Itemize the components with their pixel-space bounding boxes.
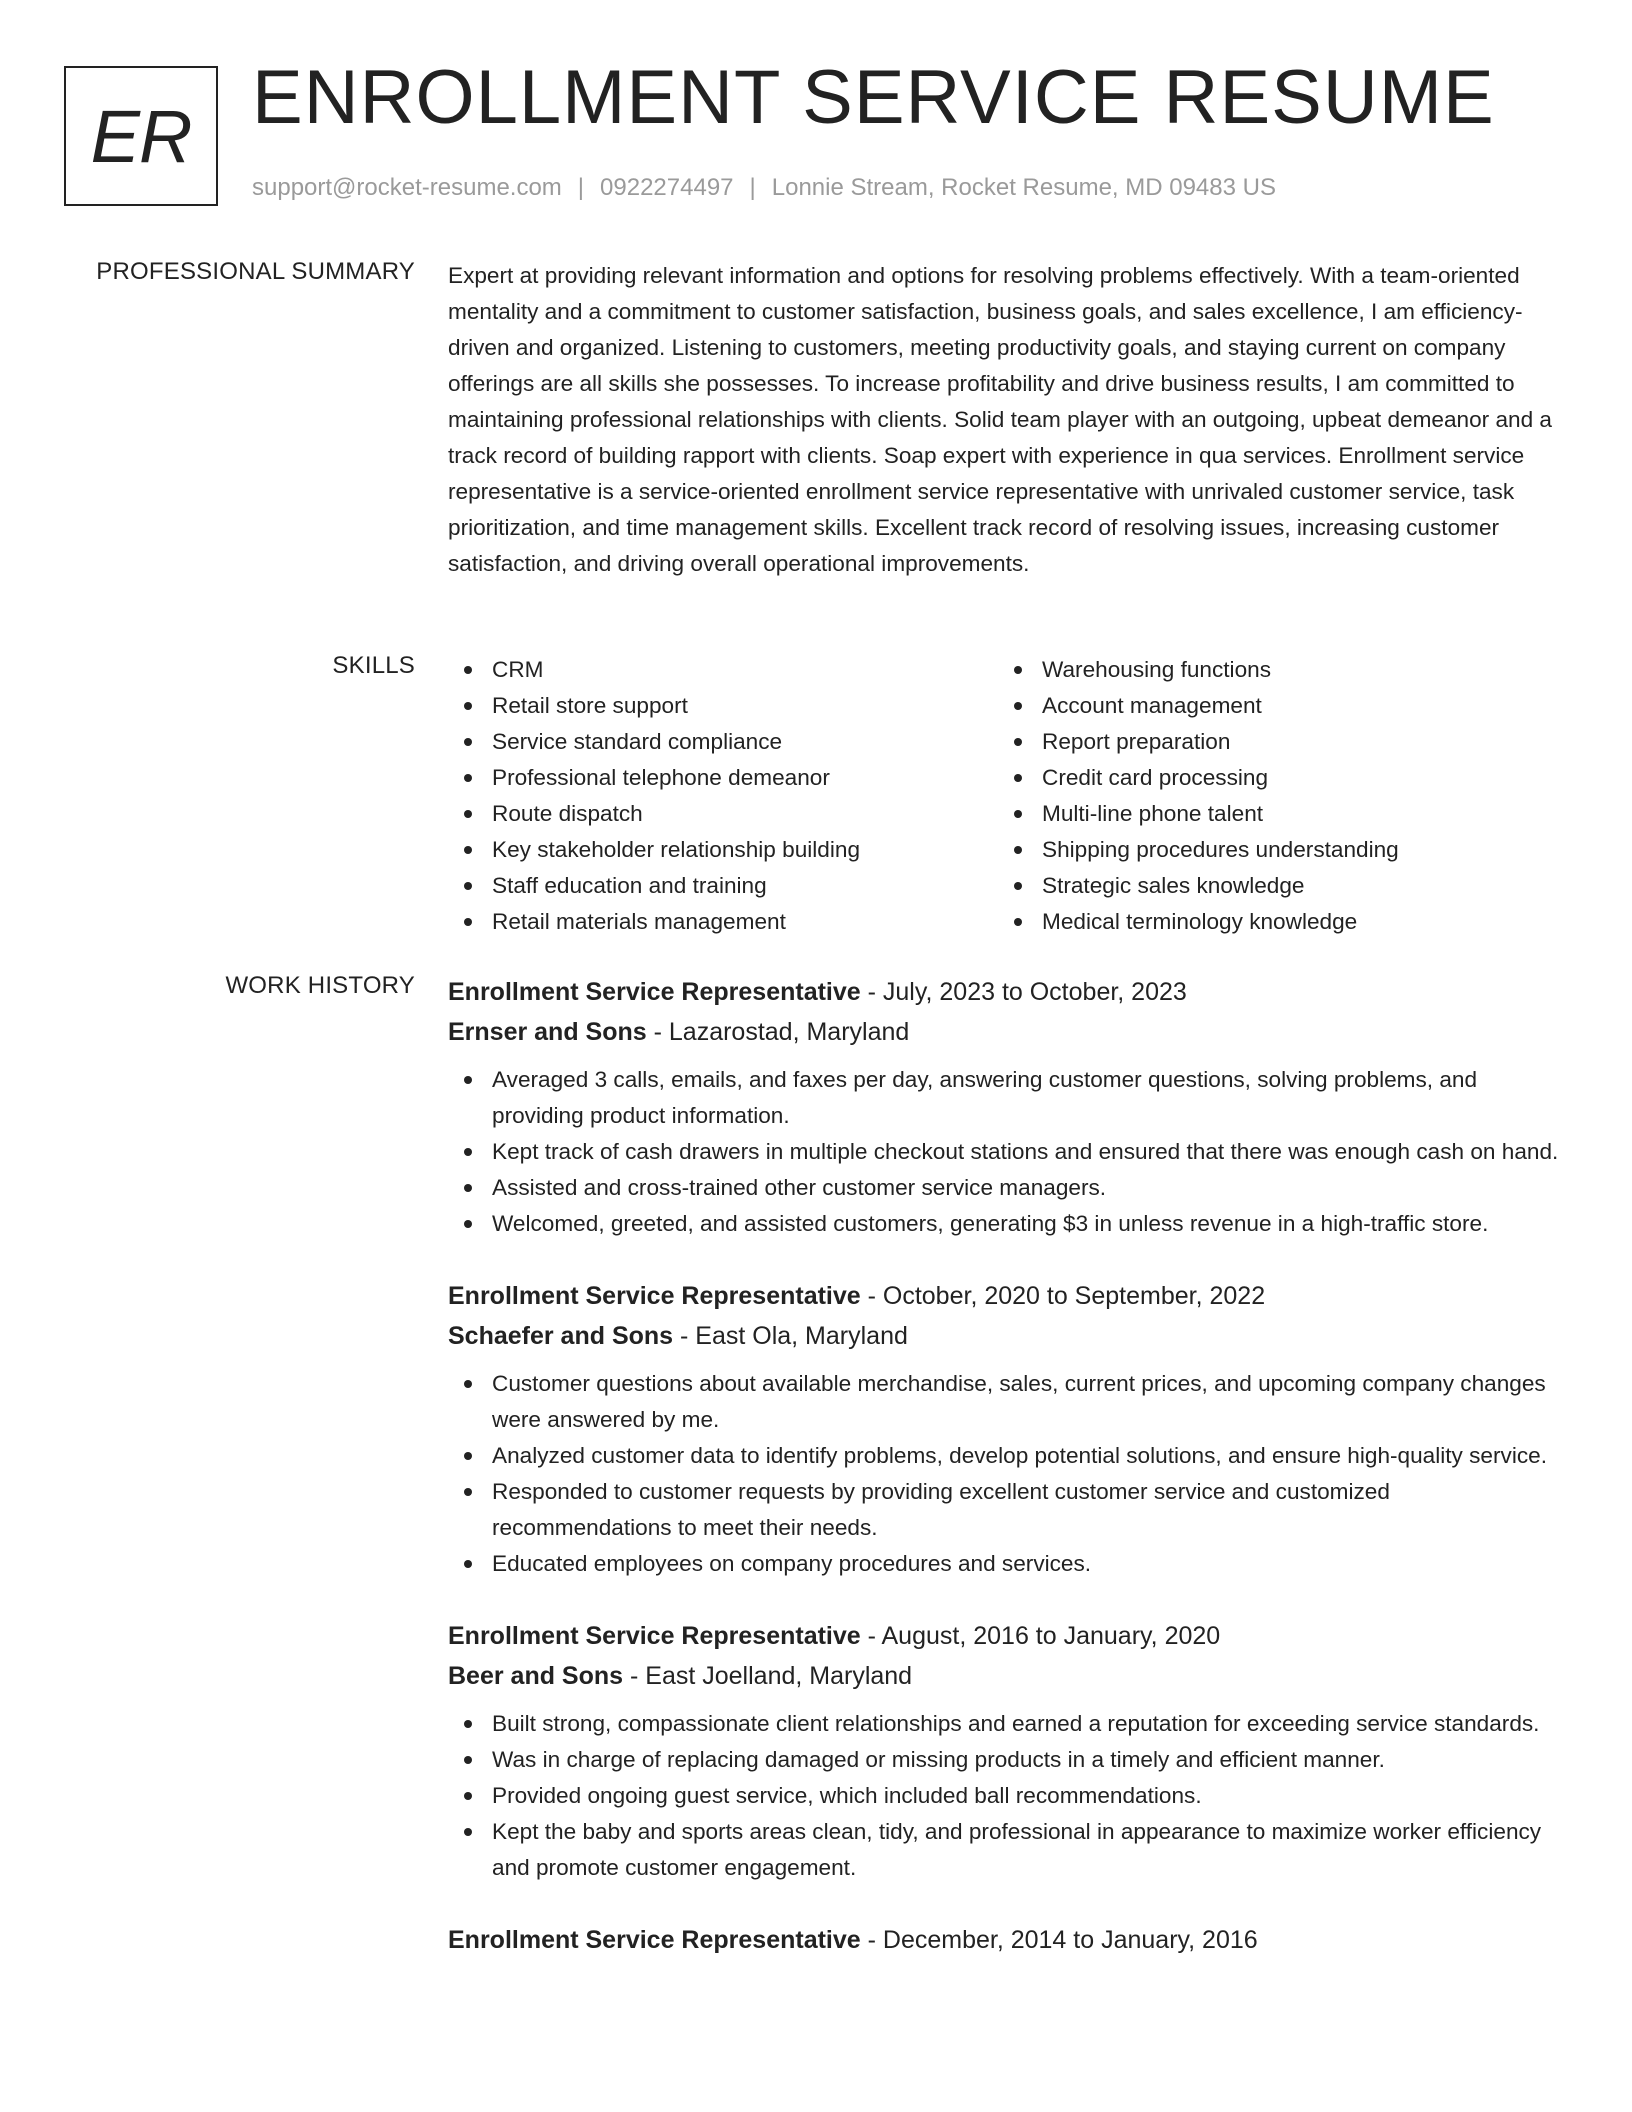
job-company: Beer and Sons bbox=[448, 1662, 624, 1690]
job-bullet: Provided ongoing guest service, which included ball recommendations. bbox=[448, 1778, 1568, 1814]
job-bullets bbox=[448, 1062, 1568, 1242]
job-company: Ernser and Sons bbox=[448, 1018, 647, 1046]
skill-item: Service standard compliance bbox=[448, 724, 998, 760]
job-bullet: Welcomed, greeted, and assisted customers, generating $3 in unless revenue in a high-traffic store. bbox=[448, 1206, 1568, 1242]
skills-heading: SKILLS bbox=[332, 652, 415, 679]
skill-item: Warehousing functions bbox=[998, 652, 1548, 688]
job-location: - Lazarostad, Maryland bbox=[646, 1018, 910, 1046]
job-title: Enrollment Service Representative bbox=[448, 1622, 861, 1650]
skill-item: Shipping procedures understanding bbox=[998, 832, 1548, 868]
job-dates: - October, 2020 to September, 2022 bbox=[860, 1282, 1266, 1310]
job-title-line bbox=[448, 972, 1568, 1012]
monogram-initials: ER bbox=[90, 94, 192, 178]
job-title-line bbox=[448, 1920, 1568, 1960]
skills-column-right bbox=[998, 652, 1548, 940]
skills-body bbox=[448, 652, 1568, 940]
job-title-line bbox=[448, 1276, 1568, 1316]
job-bullets bbox=[448, 1366, 1568, 1582]
job-entry bbox=[448, 1616, 1568, 1886]
job-bullet: Assisted and cross-trained other customer service managers. bbox=[448, 1170, 1568, 1206]
skill-item: Report preparation bbox=[998, 724, 1548, 760]
skill-item: Credit card processing bbox=[998, 760, 1548, 796]
job-dates: - August, 2016 to January, 2020 bbox=[860, 1622, 1221, 1650]
skill-item: Account management bbox=[998, 688, 1548, 724]
job-bullet: Analyzed customer data to identify problems, develop potential solutions, and ensure high-quality service. bbox=[448, 1438, 1568, 1474]
job-location: - East Ola, Maryland bbox=[673, 1322, 908, 1350]
job-bullet: Kept track of cash drawers in multiple checkout stations and ensured that there was enough cash on hand. bbox=[448, 1134, 1568, 1170]
summary-heading: PROFESSIONAL SUMMARY bbox=[96, 258, 415, 285]
summary-text: Expert at providing relevant information and options for resolving problems effectively. With a team-oriented mentality and a commitment to customer satisfaction, business goals, and sales excellence, I am efficiency-driven and organized. Listening to customers, meeting productivity goals, and staying current on company offerings are all skills she possesses. To increase profitability and drive business results, I am committed to maintaining professional relationships with clients. Solid team player with an outgoing, upbeat demeanor and a track record of building rapport with clients. Soap expert with experience in qua services. Enrollment service representative is a service-oriented enrollment service representative with unrivaled customer service, task prioritization, and time management skills. Excellent track record of resolving issues, increasing customer satisfaction, and driving overall operational improvements. bbox=[448, 263, 1552, 576]
job-title: Enrollment Service Representative bbox=[448, 978, 861, 1006]
skill-item: Strategic sales knowledge bbox=[998, 868, 1548, 904]
job-bullet: Customer questions about available merchandise, sales, current prices, and upcoming company changes were answered by me. bbox=[448, 1366, 1568, 1438]
job-bullet: Kept the baby and sports areas clean, tidy, and professional in appearance to maximize worker efficiency and promote customer engagement. bbox=[448, 1814, 1568, 1886]
job-bullet: Was in charge of replacing damaged or missing products in a timely and efficient manner. bbox=[448, 1742, 1568, 1778]
job-dates: - July, 2023 to October, 2023 bbox=[860, 978, 1187, 1006]
job-company-line bbox=[448, 1012, 1568, 1052]
job-bullet: Averaged 3 calls, emails, and faxes per day, answering customer questions, solving problems, and providing product information. bbox=[448, 1062, 1568, 1134]
skill-item: Route dispatch bbox=[448, 796, 998, 832]
monogram-box bbox=[64, 66, 218, 206]
skill-item: Retail store support bbox=[448, 688, 998, 724]
skill-item: CRM bbox=[448, 652, 998, 688]
contact-phone: 0922274497 bbox=[600, 174, 734, 201]
contact-line bbox=[252, 174, 1276, 202]
job-entry bbox=[448, 1920, 1568, 1960]
skills-column-left bbox=[448, 652, 998, 940]
skill-item: Medical terminology knowledge bbox=[998, 904, 1548, 940]
contact-separator: | bbox=[749, 174, 756, 201]
summary-body bbox=[448, 258, 1568, 582]
job-dates: - December, 2014 to January, 2016 bbox=[860, 1926, 1258, 1954]
skill-item: Multi-line phone talent bbox=[998, 796, 1548, 832]
job-company-line bbox=[448, 1316, 1568, 1356]
job-bullet: Built strong, compassionate client relationships and earned a reputation for exceeding service standards. bbox=[448, 1706, 1568, 1742]
job-bullets bbox=[448, 1706, 1568, 1886]
job-title: Enrollment Service Representative bbox=[448, 1282, 861, 1310]
job-title-line bbox=[448, 1616, 1568, 1656]
skill-item: Professional telephone demeanor bbox=[448, 760, 998, 796]
job-entry bbox=[448, 972, 1568, 1242]
contact-email: support@rocket-resume.com bbox=[252, 174, 562, 201]
job-bullet: Educated employees on company procedures and services. bbox=[448, 1546, 1568, 1582]
skill-item: Retail materials management bbox=[448, 904, 998, 940]
skill-item: Staff education and training bbox=[448, 868, 998, 904]
contact-address: Lonnie Stream, Rocket Resume, MD 09483 US bbox=[771, 174, 1276, 201]
contact-separator: | bbox=[577, 174, 585, 201]
job-company: Schaefer and Sons bbox=[448, 1322, 674, 1350]
resume-title: ENROLLMENT SERVICE RESUME bbox=[252, 55, 1495, 140]
job-title: Enrollment Service Representative bbox=[448, 1926, 861, 1954]
job-company-line bbox=[448, 1656, 1568, 1696]
work-history-body bbox=[448, 972, 1568, 1994]
job-bullet: Responded to customer requests by providing excellent customer service and customized recommendations to meet their needs. bbox=[448, 1474, 1568, 1546]
work-history-heading: WORK HISTORY bbox=[225, 972, 415, 999]
job-entry bbox=[448, 1276, 1568, 1582]
skills-grid bbox=[448, 652, 1548, 940]
job-location: - East Joelland, Maryland bbox=[623, 1662, 913, 1690]
skill-item: Key stakeholder relationship building bbox=[448, 832, 998, 868]
